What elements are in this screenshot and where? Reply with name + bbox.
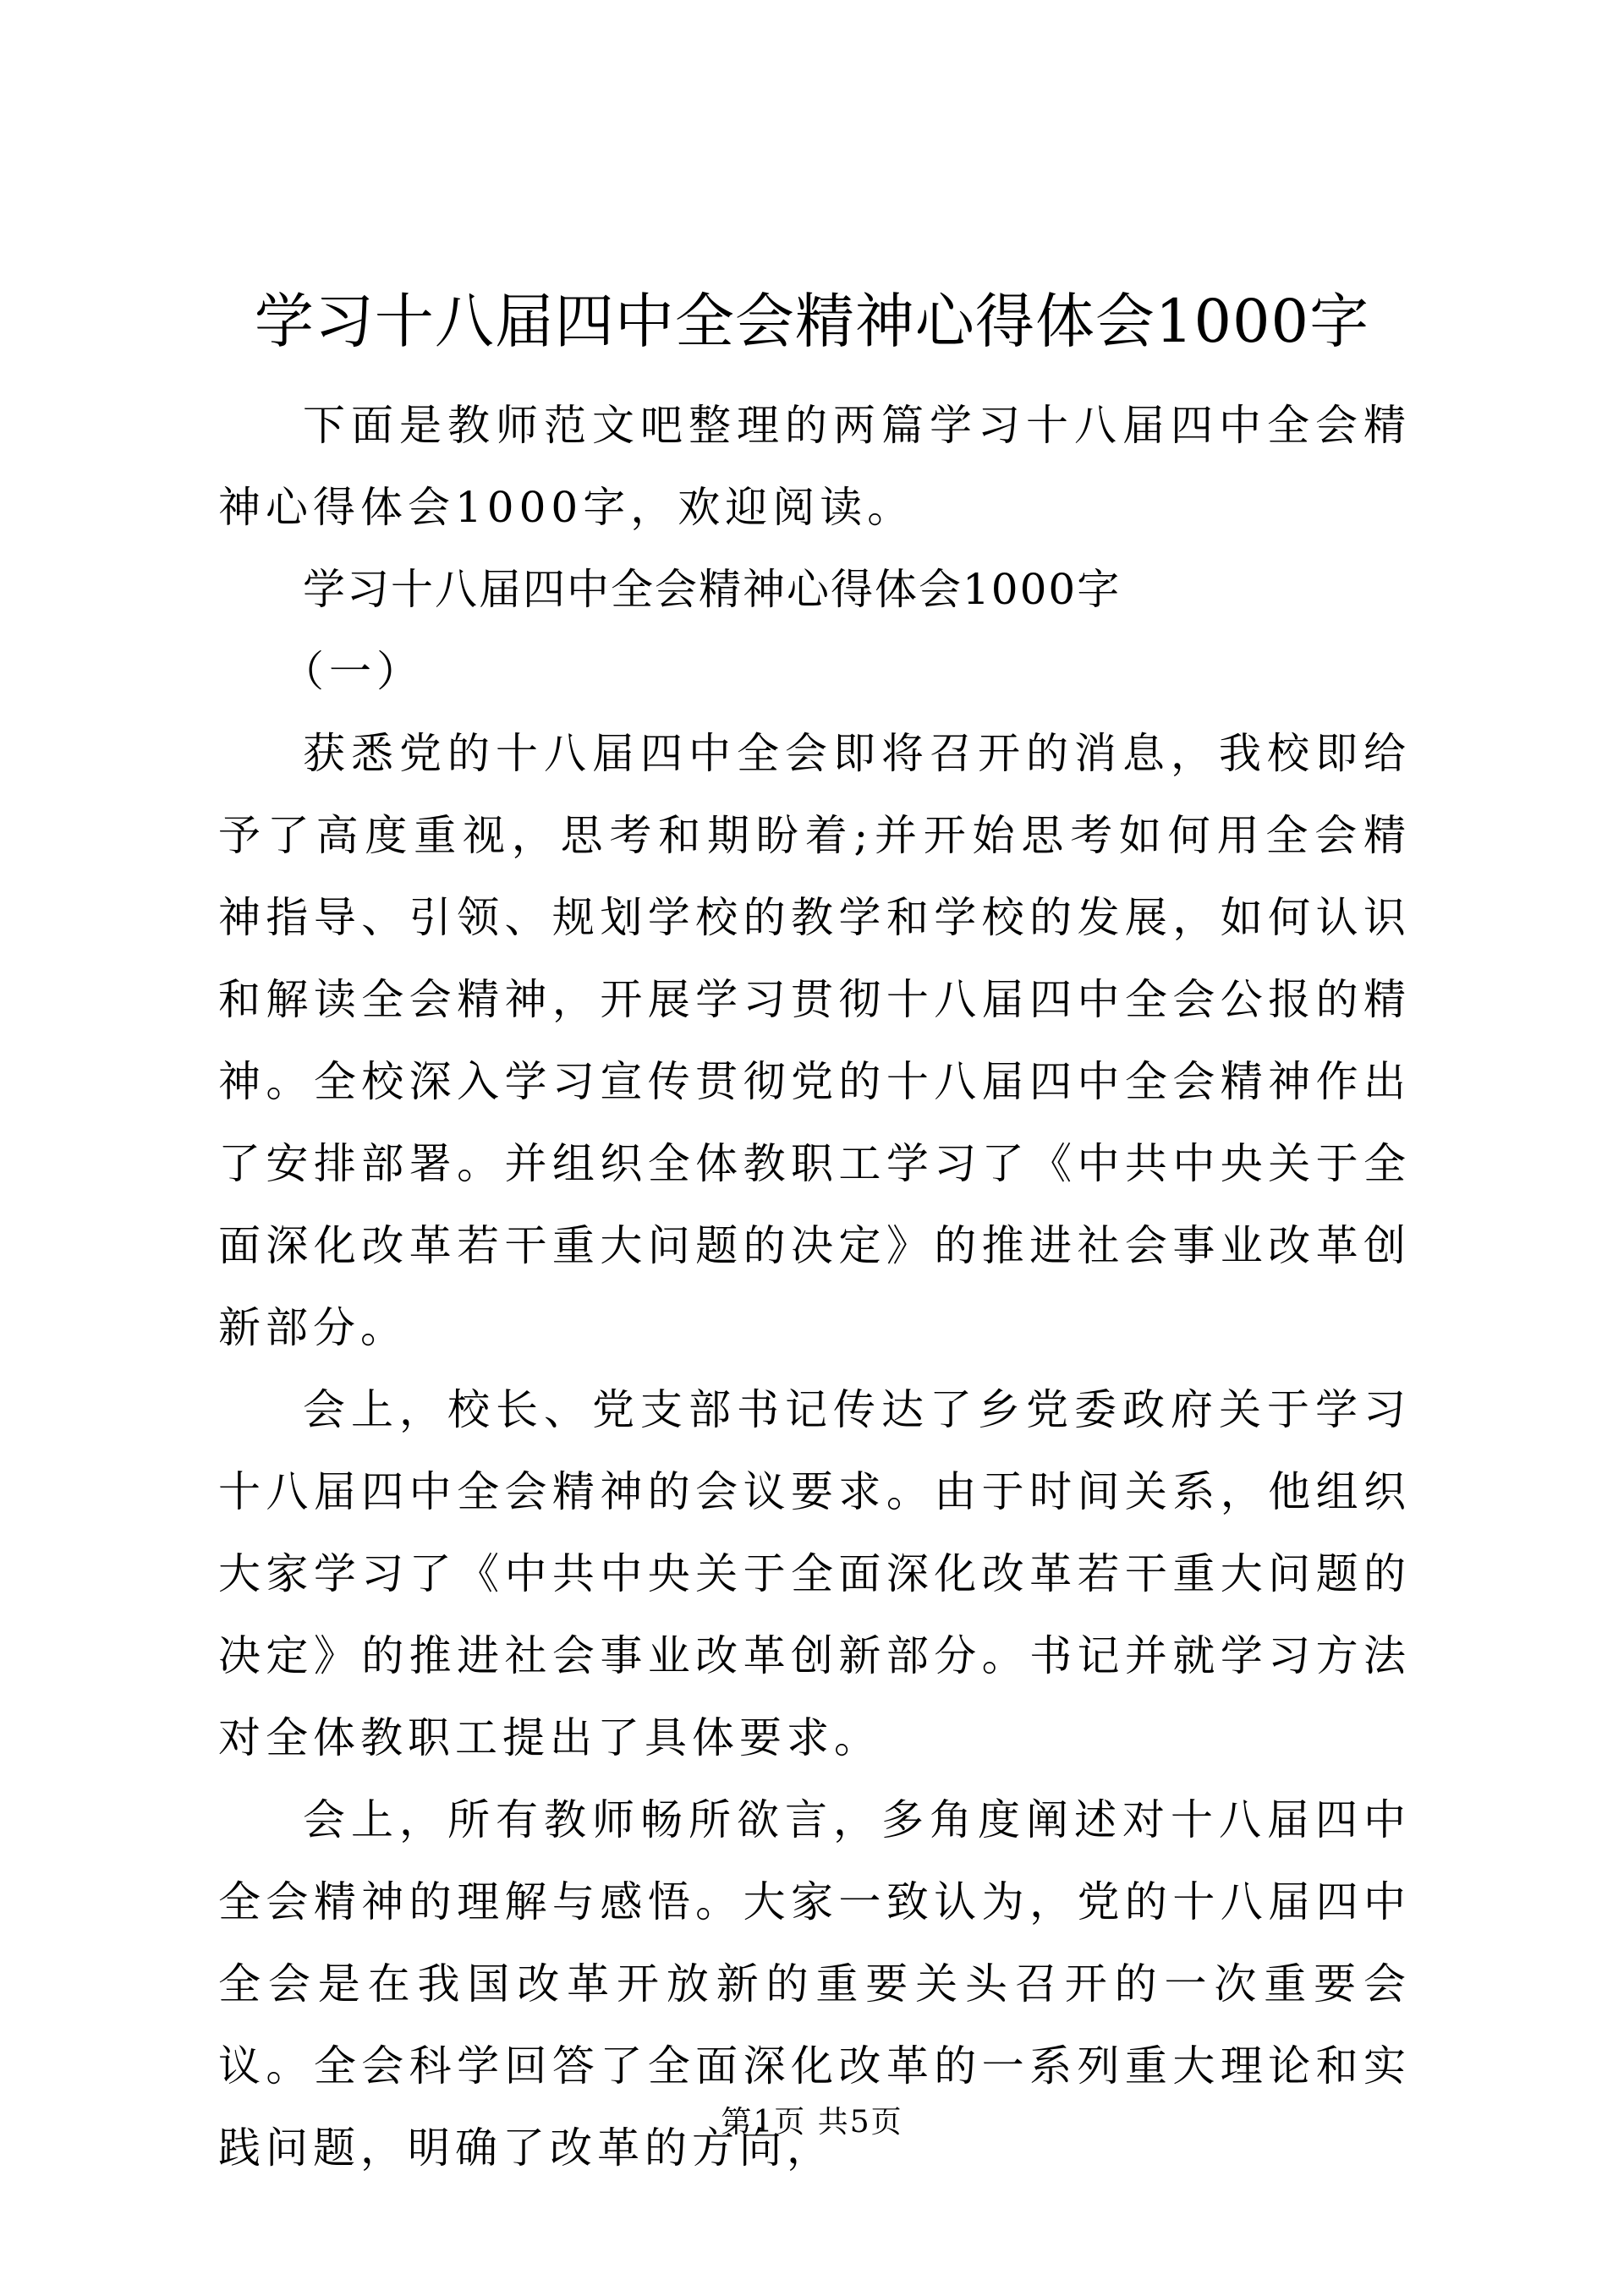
intro-paragraph: 下面是教师范文吧整理的两篇学习十八届四中全会精神心得体会1000字，欢迎阅读。 xyxy=(218,401,1411,532)
page-number-indicator: 第1页 共5页 xyxy=(721,2105,903,2140)
section-number: （一） xyxy=(282,647,424,696)
section-heading: 学习十八届四中全会精神心得体会1000字 xyxy=(303,565,1122,614)
body-paragraph: 会上，校长、党支部书记传达了乡党委政府关于学习十八届四中全会精神的会议要求。由于时间关系，他组织大家学习了《中共中央关于全面深化改革若干重大问题的决定》的推进社会事业改革创新部分。书记并就学习方法对全体教职工提出了具体要求。 xyxy=(218,1385,1411,1762)
body-paragraph: 获悉党的十八届四中全会即将召开的消息，我校即给予了高度重视，思考和期盼着;并开始思考如何用全会精神指导、引领、规划学校的教学和学校的发展，如何认识和解读全会精神，开展学习贯彻十八届四中全会公报的精神。全校深入学习宣传贯彻党的十八届四中全会精神作出了安排部署。并组织全体教职工学习了《中共中央关于全面深化改革若干重大问题的决定》的推进社会事业改革创新部分。 xyxy=(218,729,1411,1352)
document-title: 学习十八届四中全会精神心得体会1000字 xyxy=(254,287,1370,356)
document-body xyxy=(218,385,1411,2189)
page-footer xyxy=(0,2097,1624,2148)
body-paragraph: 会上，所有教师畅所欲言，多角度阐述对十八届四中全会精神的理解与感悟。大家一致认为，党的十八届四中全会是在我国改革开放新的重要关头召开的一次重要会议。全会科学回答了全面深化改革的一系列重大理论和实践问题，明确了改革的方向， xyxy=(218,1795,1411,2173)
